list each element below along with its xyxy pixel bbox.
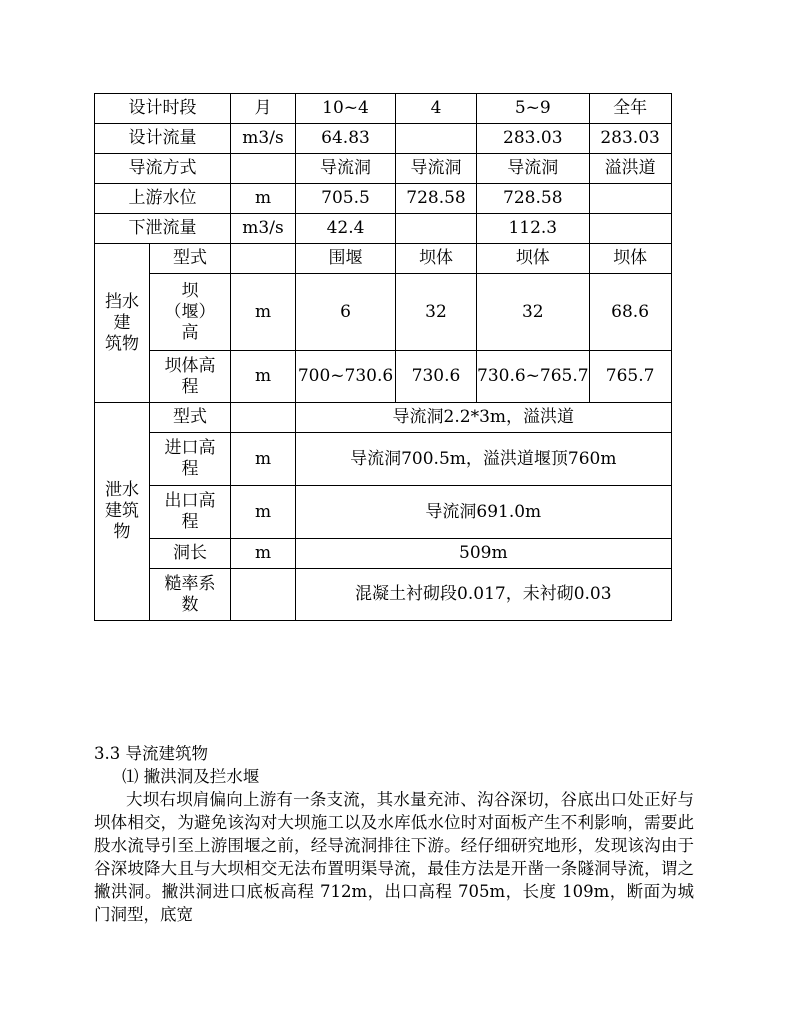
row-value: 728.58 bbox=[477, 184, 590, 214]
table-row-diversion-method bbox=[95, 154, 672, 184]
row-merged-value: 509m bbox=[296, 539, 672, 569]
table-row-inlet-elevation bbox=[95, 433, 672, 486]
header-5-9: 5~9 bbox=[477, 94, 590, 124]
row-value: 112.3 bbox=[477, 214, 590, 244]
header-period: 设计时段 bbox=[95, 94, 231, 124]
table-row-design-flow bbox=[95, 124, 672, 154]
group-label-discharge: 泄水 建筑 物 bbox=[95, 403, 150, 621]
row-label: 进口高 程 bbox=[150, 433, 231, 486]
table-row-upstream-level bbox=[95, 184, 672, 214]
table-row-dam-elevation bbox=[95, 351, 672, 403]
row-unit bbox=[231, 403, 296, 433]
row-value: 68.6 bbox=[589, 274, 671, 351]
row-value: 64.83 bbox=[296, 124, 396, 154]
row-unit bbox=[231, 244, 296, 274]
row-value bbox=[396, 124, 477, 154]
row-unit: m bbox=[231, 274, 296, 351]
row-label: 坝 （堰） 高 bbox=[150, 274, 231, 351]
table-row-outlet-elevation bbox=[95, 486, 672, 539]
row-value: 溢洪道 bbox=[589, 154, 671, 184]
table-header-row bbox=[95, 94, 672, 124]
group-label-retaining: 挡水 建 筑物 bbox=[95, 244, 150, 403]
header-4: 4 bbox=[396, 94, 477, 124]
row-unit bbox=[231, 154, 296, 184]
row-value: 导流洞 bbox=[296, 154, 396, 184]
header-year: 全年 bbox=[589, 94, 671, 124]
row-value: 730.6 bbox=[396, 351, 477, 403]
row-unit: m bbox=[231, 486, 296, 539]
row-merged-value: 导流洞700.5m，溢洪道堰顶760m bbox=[296, 433, 672, 486]
row-label: 导流方式 bbox=[95, 154, 231, 184]
row-value: 围堰 bbox=[296, 244, 396, 274]
row-value: 705.5 bbox=[296, 184, 396, 214]
row-value: 700~730.6 bbox=[296, 351, 396, 403]
row-value bbox=[589, 184, 671, 214]
row-unit: m bbox=[231, 351, 296, 403]
row-label: 设计流量 bbox=[95, 124, 231, 154]
row-unit: m bbox=[231, 184, 296, 214]
row-value: 42.4 bbox=[296, 214, 396, 244]
row-value: 283.03 bbox=[477, 124, 590, 154]
row-unit: m3/s bbox=[231, 124, 296, 154]
table-row-discharge-flow bbox=[95, 214, 672, 244]
section-3-3 bbox=[94, 742, 694, 926]
table-row-dam-height bbox=[95, 274, 672, 351]
row-label: 糙率系 数 bbox=[150, 569, 231, 621]
row-value: 283.03 bbox=[589, 124, 671, 154]
row-unit: m bbox=[231, 433, 296, 486]
table-row-retaining-type bbox=[95, 244, 672, 274]
body-paragraph: 大坝右坝肩偏向上游有一条支流，其水量充沛、沟谷深切，谷底出口处正好与坝体相交，为避免该沟对大坝施工以及水库低水位时对面板产生不利影响，需要此股水流导引至上游围堰之前，经导流洞排往下游。经仔细研究地形，发现该沟由于谷深坡降大且与大坝相交无法布置明渠导流，最佳方法是开凿一条隧洞导流，谓之撇洪洞。撇洪洞进口底板高程 712m，出口高程 705m，长度 109m，断面为城门洞型，底宽 bbox=[94, 790, 694, 924]
row-label: 上游水位 bbox=[95, 184, 231, 214]
row-value: 730.6~765.7 bbox=[477, 351, 590, 403]
row-label: 洞长 bbox=[150, 539, 231, 569]
row-label: 出口高 程 bbox=[150, 486, 231, 539]
row-value: 导流洞 bbox=[396, 154, 477, 184]
row-label: 型式 bbox=[150, 244, 231, 274]
row-unit: m3/s bbox=[231, 214, 296, 244]
header-month: 月 bbox=[231, 94, 296, 124]
row-value: 坝体 bbox=[477, 244, 590, 274]
row-label: 型式 bbox=[150, 403, 231, 433]
row-label: 坝体高 程 bbox=[150, 351, 231, 403]
row-label: 下泄流量 bbox=[95, 214, 231, 244]
row-value: 765.7 bbox=[589, 351, 671, 403]
row-value bbox=[589, 214, 671, 244]
diversion-design-table bbox=[94, 93, 672, 621]
row-value: 728.58 bbox=[396, 184, 477, 214]
section-subheading: ⑴ 撇洪洞及拦水堰 bbox=[122, 767, 260, 786]
row-merged-value: 混凝土衬砌段0.017，未衬砌0.03 bbox=[296, 569, 672, 621]
row-value: 坝体 bbox=[589, 244, 671, 274]
row-value: 6 bbox=[296, 274, 396, 351]
row-value bbox=[396, 214, 477, 244]
section-heading: 3.3 导流建筑物 bbox=[94, 744, 208, 763]
row-value: 32 bbox=[396, 274, 477, 351]
row-value: 坝体 bbox=[396, 244, 477, 274]
row-value: 导流洞 bbox=[477, 154, 590, 184]
table-row-roughness bbox=[95, 569, 672, 621]
header-10-4: 10~4 bbox=[296, 94, 396, 124]
row-value: 32 bbox=[477, 274, 590, 351]
row-merged-value: 导流洞2.2*3m，溢洪道 bbox=[296, 403, 672, 433]
row-unit: m bbox=[231, 539, 296, 569]
row-merged-value: 导流洞691.0m bbox=[296, 486, 672, 539]
row-unit bbox=[231, 569, 296, 621]
table-row-discharge-type bbox=[95, 403, 672, 433]
table-row-tunnel-length bbox=[95, 539, 672, 569]
